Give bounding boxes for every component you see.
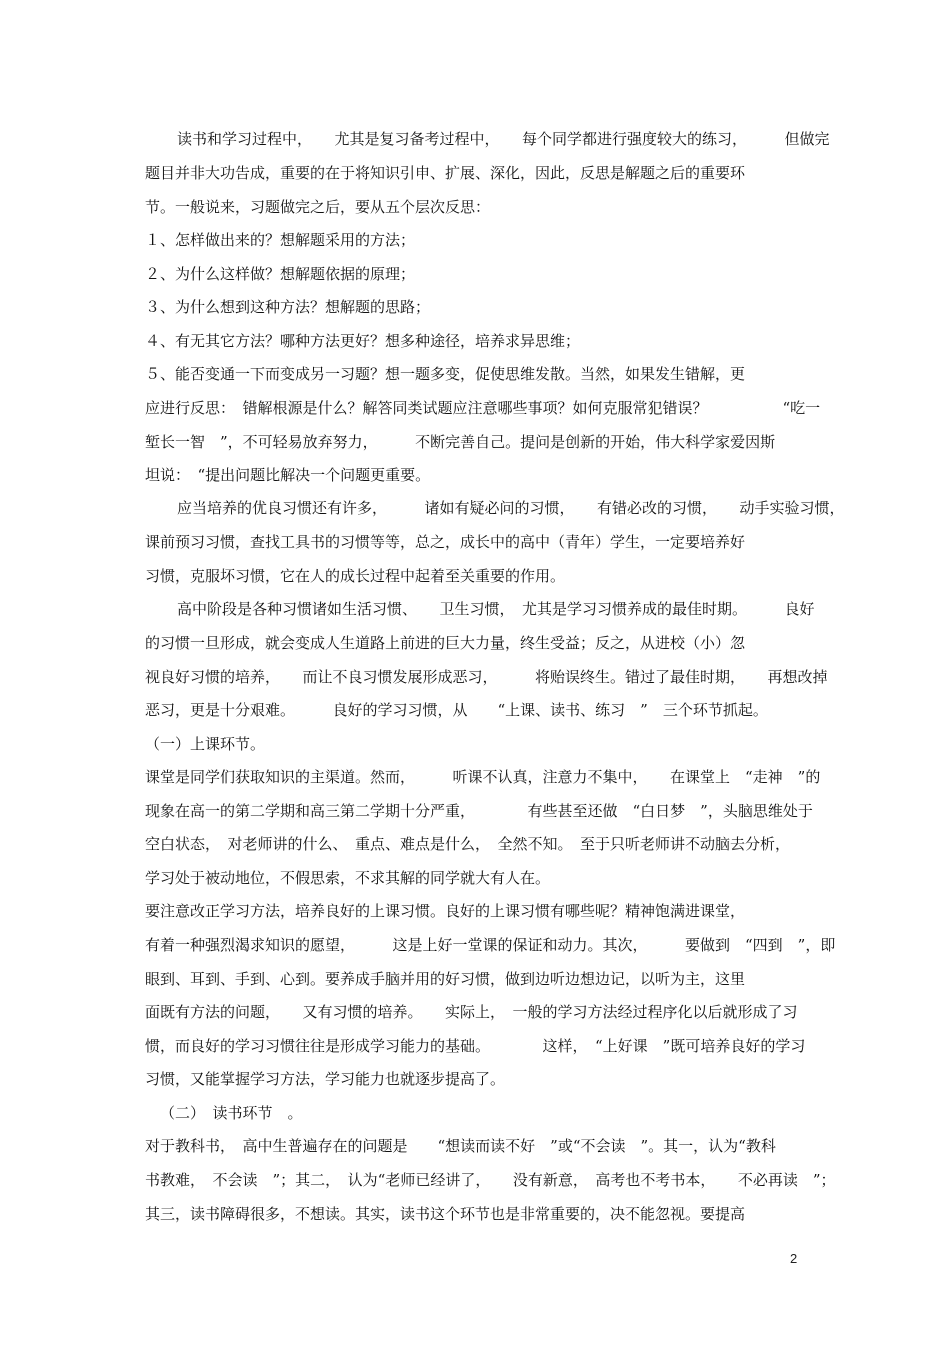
text-line: 现象在高一的第二学期和高三第二学期十分严重， 有些甚至还做 “白日梦 ”，头脑思维处于 (145, 802, 813, 820)
text-line: 学习处于被动地位，不假思索，不求其解的同学就大有人在。 (145, 869, 551, 887)
text-line: 有着一种强烈渴求知识的愿望， 这是上好一堂课的保证和动力。其次， 要做到 “四到 ”，即 (145, 936, 836, 954)
section-heading: （二） 读书环节 。 (160, 1104, 303, 1122)
text-line: 习惯，又能掌握学习方法，学习能力也就逐步提高了。 (145, 1070, 506, 1088)
text-line: 书教难， 不会读 ”；其二， 认为“老师已经讲了， 没有新意， 高考也不考书本， 不必再读 ”； (145, 1171, 836, 1189)
text-line: 习惯，克服坏习惯，它在人的成长过程中起着至关重要的作用。 (145, 567, 566, 585)
text-line: １、怎样做出来的？想解题采用的方法； (145, 231, 416, 249)
text-line: 题目并非大功告成，重要的在于将知识引申、扩展、深化，因此，反思是解题之后的重要环 (145, 164, 746, 182)
text-line: ３、为什么想到这种方法？想解题的思路； (145, 298, 431, 316)
text-line: 堑长一智 ”，不可轻易放弃努力， 不断完善自己。提问是创新的开始，伟大科学家爱因斯 (145, 433, 776, 451)
text-line: 高中阶段是各种习惯诸如生活习惯、 卫生习惯， 尤其是学习习惯养成的最佳时期。 良好 (177, 600, 815, 618)
text-line: 其三，读书障碍很多，不想读。其实，读书这个环节也是非常重要的，决不能忽视。要提高 (145, 1205, 746, 1223)
text-line: 应进行反思： 错解根源是什么？解答同类试题应注意哪些事项？如何克服常犯错误？ “吃一 (145, 399, 821, 417)
section-heading: （一）上课环节。 (145, 735, 266, 753)
text-line: 眼到、耳到、手到、心到。要养成手脑并用的好习惯，做到边听边想边记，以听为主，这里 (145, 970, 746, 988)
text-line: 课前预习习惯，查找工具书的习惯等等，总之，成长中的高中（青年）学生，一定要培养好 (145, 533, 746, 551)
text-line: 应当培养的优良习惯还有许多， 诸如有疑必问的习惯， 有错必改的习惯， 动手实验习惯， (177, 499, 845, 517)
text-line: 课堂是同学们获取知识的主渠道。然而， 听课不认真，注意力不集中， 在课堂上 “走神 ”的 (145, 768, 821, 786)
text-line: 视良好习惯的培养， 而让不良习惯发展形成恶习， 将贻误终生。错过了最佳时期， 再想改掉 (145, 668, 828, 686)
text-line: 的习惯一旦形成，就会变成人生道路上前进的巨大力量，终生受益；反之，从进校（小）忽 (145, 634, 746, 652)
text-line: 对于教科书， 高中生普遍存在的问题是 “想读而读不好 ”或“不会读 ”。其一，认为“教科 (145, 1137, 776, 1155)
text-line: 恶习，更是十分艰难。 良好的学习习惯，从 “上课、读书、练习 ” 三个环节抓起。 (145, 701, 768, 719)
text-line: 节。一般说来，习题做完之后，要从五个层次反思： (145, 198, 491, 216)
page-number: 2 (790, 1251, 798, 1266)
text-line: ２、为什么这样做？想解题依据的原理； (145, 265, 416, 283)
text-line: 要注意改正学习方法，培养良好的上课习惯。良好的上课习惯有哪些呢？精神饱满进课堂， (145, 902, 746, 920)
text-line: ４、有无其它方法？哪种方法更好？想多种途径，培养求异思维； (145, 332, 581, 350)
text-line: 惯，而良好的学习习惯往往是形成学习能力的基础。 这样， “上好课 ”既可培养良好的学习 (145, 1037, 806, 1055)
text-line: 空白状态， 对老师讲的什么、 重点、难点是什么， 全然不知。 至于只听老师讲不动脑去分析， (145, 835, 791, 853)
text-line: 面既有方法的问题， 又有习惯的培养。 实际上， 一般的学习方法经过程序化以后就形成了习 (145, 1003, 798, 1021)
text-line: ５、能否变通一下而变成另一习题？想一题多变，促使思维发散。当然，如果发生错解，更 (145, 365, 746, 383)
text-line: 坦说： “提出问题比解决一个问题更重要。 (145, 466, 431, 484)
text-line: 读书和学习过程中， 尤其是复习备考过程中， 每个同学都进行强度较大的练习， 但做完 (177, 130, 830, 148)
